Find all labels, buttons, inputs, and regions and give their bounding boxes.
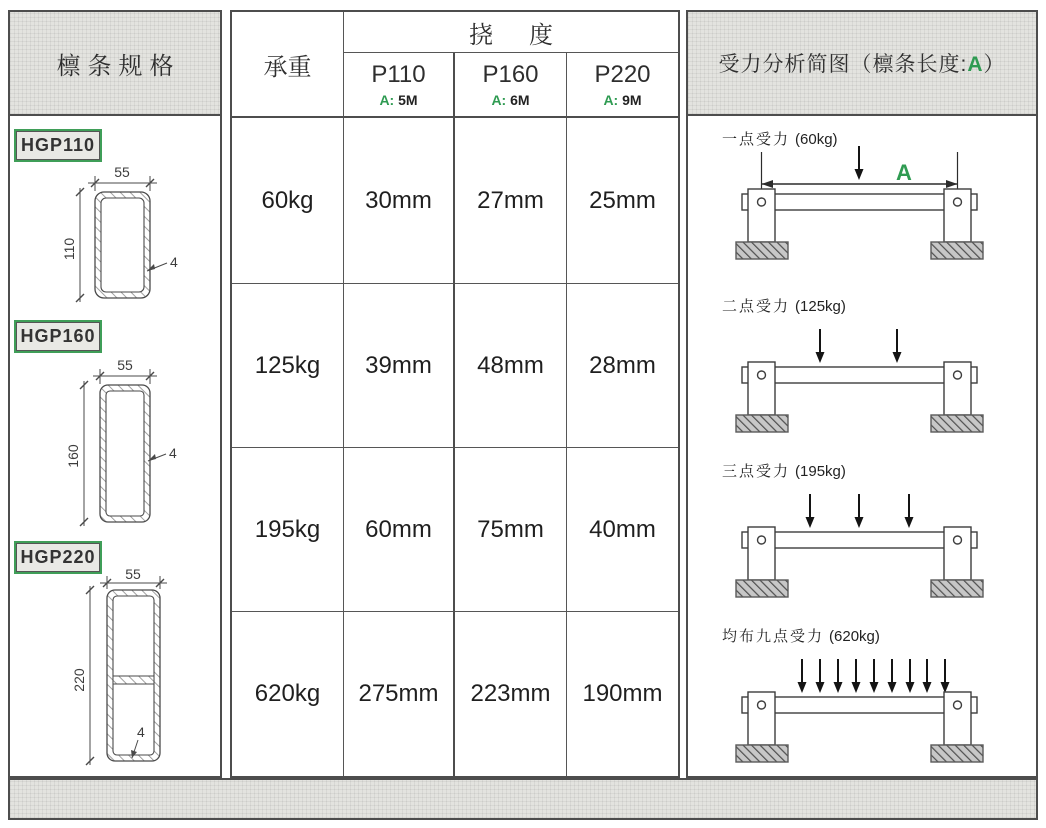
deflection-cell: 30mm (344, 118, 455, 284)
diagram-label: 均布九点受力 (620kg) (722, 628, 880, 645)
deflection-cell: 223mm (455, 612, 567, 776)
force-diagram-one-point (688, 118, 1036, 283)
force-analysis-header (688, 12, 1036, 116)
deflection-cell: 75mm (455, 448, 567, 612)
span-length-label: A (896, 160, 912, 185)
profile-drawing-hgp220 (20, 568, 220, 773)
col-span-length: A: 9M (603, 92, 642, 108)
deflection-table-panel (230, 10, 680, 778)
dim-height-label: 110 (61, 237, 77, 261)
deflection-cell: 40mm (567, 448, 678, 612)
dim-height-label: 160 (65, 444, 81, 468)
profile-badge-label: HGP160 (20, 326, 96, 346)
load-header-cell: 承重 (232, 12, 344, 118)
beam-diagram-svg (728, 486, 1018, 598)
col-header-p160 (455, 53, 567, 118)
beam-diagram-svg (728, 142, 1018, 262)
beam-diagram-svg (728, 321, 1018, 433)
beam-diagram-svg (728, 651, 1018, 763)
dim-thickness-label: 4 (170, 254, 178, 270)
load-cell: 620kg (232, 612, 344, 776)
dim-thickness-label: 4 (169, 445, 177, 461)
deflection-table (232, 12, 678, 776)
load-cell: 60kg (232, 118, 344, 284)
profile-badge-label: HGP110 (20, 135, 96, 155)
deflection-cell: 60mm (344, 448, 455, 612)
dim-thickness-label: 4 (137, 724, 145, 740)
purlin-spec-header (10, 12, 220, 116)
profile-badge-hgp110 (14, 129, 102, 162)
col-header-p110 (344, 53, 455, 118)
deflection-cell: 39mm (344, 284, 455, 448)
bottom-band (8, 778, 1038, 820)
profile-badge-label: HGP220 (20, 547, 96, 567)
diagram-label: 三点受力 (195kg) (722, 463, 846, 480)
dim-width-label: 55 (125, 568, 141, 582)
diagram-label: 二点受力 (125kg) (722, 298, 846, 315)
force-diagram-two-point (688, 285, 1036, 450)
col-name: P160 (482, 61, 539, 88)
col-span-length: A: 5M (379, 92, 418, 108)
deflection-cell: 25mm (567, 118, 678, 284)
profile-badge-hgp160 (14, 320, 102, 353)
deflection-cell: 190mm (567, 612, 678, 776)
force-analysis-title: 受力分析简图（檩条长度:A） (718, 53, 1006, 76)
col-name: P220 (594, 61, 651, 88)
deflection-cell: 275mm (344, 612, 455, 776)
dim-width-label: 55 (114, 164, 130, 180)
profile-drawing-hgp160 (20, 357, 220, 542)
col-header-p220 (567, 53, 678, 118)
deflection-cell: 28mm (567, 284, 678, 448)
load-cell: 195kg (232, 448, 344, 612)
dim-height-label: 220 (71, 668, 87, 692)
load-cell: 125kg (232, 284, 344, 448)
purlin-spec-panel (8, 10, 222, 778)
force-diagram-nine-point (688, 615, 1036, 780)
deflection-header-cell: 挠度 (344, 12, 678, 53)
deflection-cell: 48mm (455, 284, 567, 448)
purlin-spec-title: 檩条规格 (56, 52, 181, 80)
deflection-cell: 27mm (455, 118, 567, 284)
col-span-length: A: 6M (491, 92, 530, 108)
force-analysis-panel (686, 10, 1038, 778)
dim-width-label: 55 (117, 357, 133, 373)
profile-drawing-hgp110 (20, 162, 220, 334)
force-diagram-three-point (688, 450, 1036, 615)
diagram-label: 一点受力 (60kg) (722, 131, 838, 148)
col-name: P110 (371, 61, 426, 88)
